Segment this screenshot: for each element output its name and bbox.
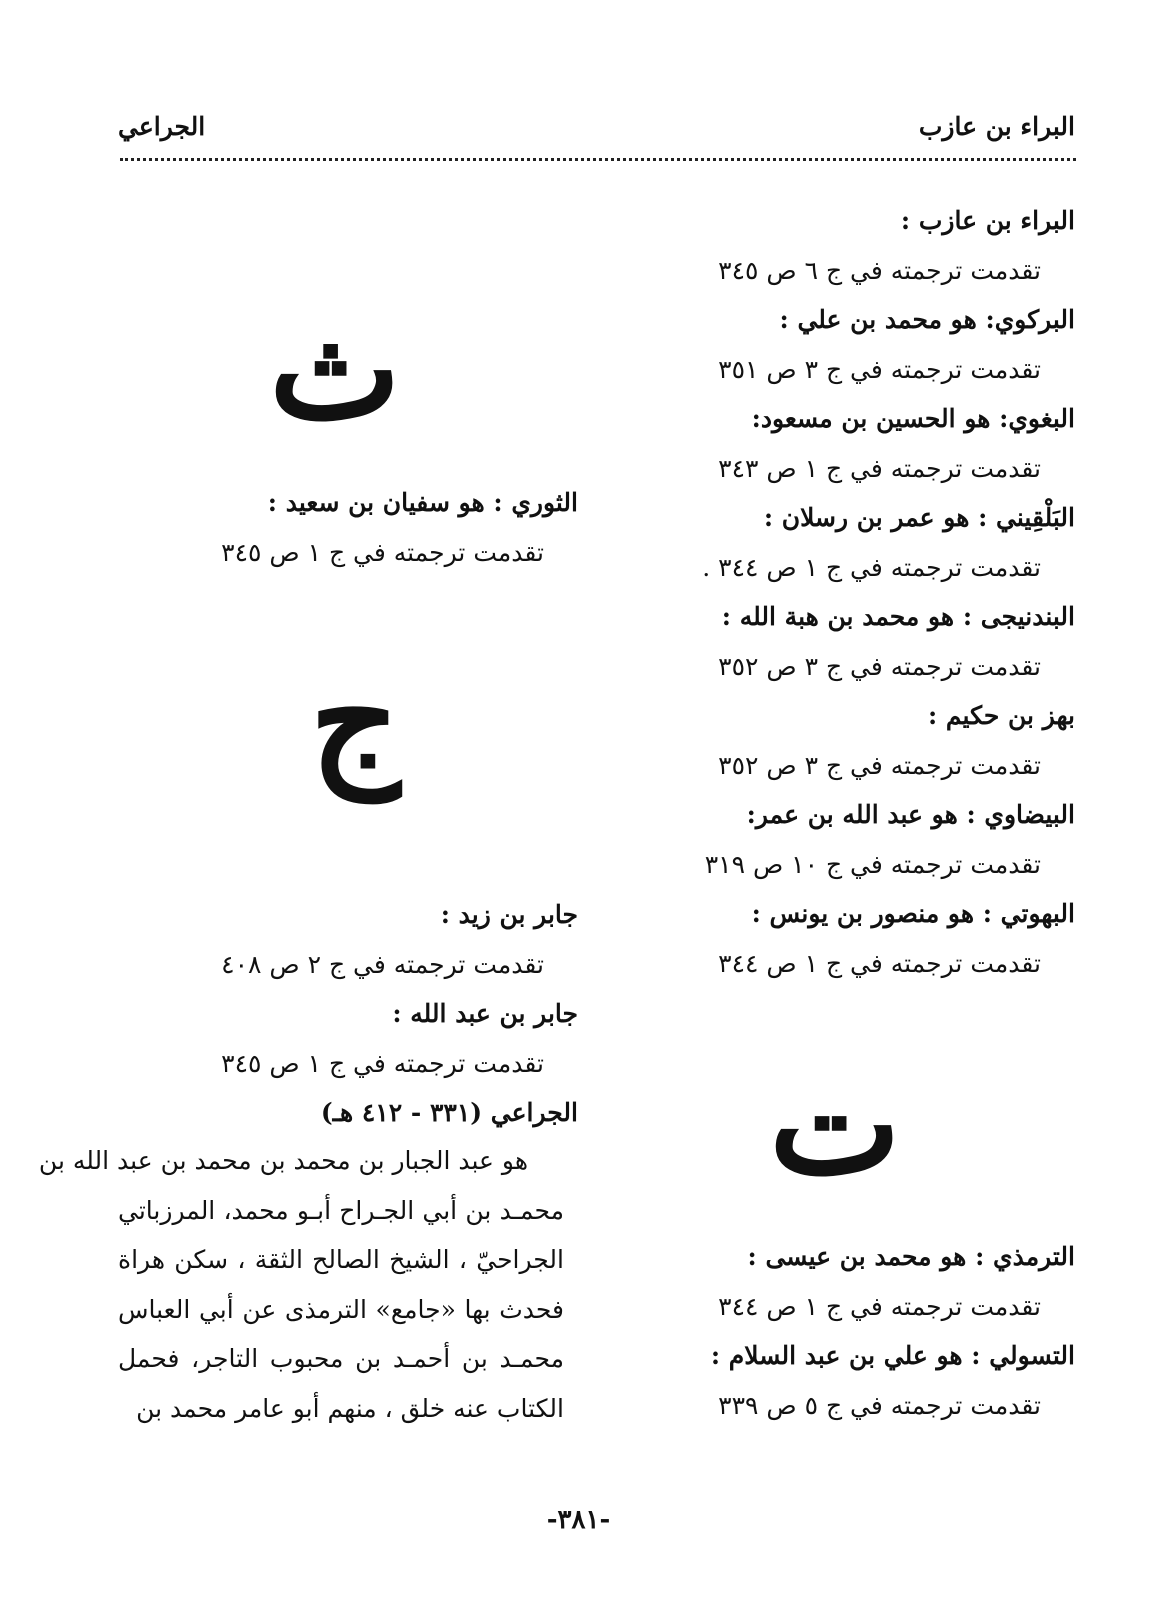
paragraph-line: محمـد بن أحمـد بن محبوب التاجر، فحمل (118, 1344, 564, 1373)
section-letter-jim: ج (309, 638, 401, 802)
entry-ref: تقدمت ترجمته في ج ١ ص ٣٤٤ (718, 1291, 1041, 1321)
page-number: -٣٨١- (546, 1505, 611, 1535)
header-title-left: الجراعي (118, 112, 206, 141)
right-column-ta-section (675, 1232, 1075, 1430)
entry-ref: تقدمت ترجمته في ج ٢ ص ٤٠٨ (221, 949, 544, 979)
entry-ref: تقدمت ترجمته في ج ٣ ص ٣٥٢ (718, 651, 1041, 681)
entry-ref: تقدمت ترجمته في ج ١ ص ٣٤٥ (221, 537, 544, 567)
entry-name: الثوري : هو سفيان بن سعيد : (267, 488, 578, 517)
paragraph-line: الجراحيّ ، الشيخ الصالح الثقة ، سكن هراة (118, 1245, 564, 1274)
entry-name: البندنيجى : هو محمد بن هبة الله : (721, 602, 1075, 631)
entry-ref: تقدمت ترجمته في ج ١٠ ص ٣١٩ (704, 849, 1041, 879)
entry-name: البيضاوي : هو عبد الله بن عمر: (746, 800, 1075, 829)
header-dotted-rule (120, 158, 1076, 161)
section-letter-ta: ت (769, 1043, 901, 1207)
entry-name: التسولي : هو علي بن عبد السلام : (710, 1341, 1075, 1370)
biography-paragraph (38, 1136, 564, 1433)
entry-ref: تقدمت ترجمته في ج ١ ص ٣٤٤ (718, 948, 1041, 978)
paragraph-line: فحدث بها «جامع» الترمذى عن أبي العباس (118, 1294, 564, 1324)
bio-heading: الجراعي (٣٣١ - ٤١٢ هـ) (320, 1098, 578, 1127)
right-column (675, 196, 1075, 988)
entry-name: البركوي: هو محمد بن علي : (779, 305, 1075, 334)
entry-ref: تقدمت ترجمته في ج ١ ص ٣٤٤ . (702, 552, 1041, 582)
header-title-right: البراء بن عازب (918, 112, 1075, 141)
entry-name: جابر بن زيد : (440, 900, 578, 929)
entry-name: الترمذي : هو محمد بن عيسى : (747, 1242, 1075, 1271)
paragraph-line: هو عبد الجبار بن محمد بن محمد بن عبد الله بن (38, 1146, 528, 1175)
entry-name: جابر بن عبد الله : (392, 999, 578, 1028)
entry-ref: تقدمت ترجمته في ج ٥ ص ٣٣٩ (718, 1390, 1041, 1420)
entry-ref: تقدمت ترجمته في ج ٦ ص ٣٤٥ (718, 255, 1041, 285)
running-header (0, 112, 1157, 152)
entry-ref: تقدمت ترجمته في ج ١ ص ٣٤٥ (221, 1048, 544, 1078)
entry-name: البهوتي : هو منصور بن يونس : (751, 899, 1075, 928)
entry-name: بهز بن حكيم : (927, 701, 1075, 730)
paragraph-line: محمـد بن أبي الجـراح أبـو محمد، المرزباتي (118, 1195, 564, 1225)
entry-ref: تقدمت ترجمته في ج ١ ص ٣٤٣ (718, 453, 1041, 483)
entry-ref: تقدمت ترجمته في ج ٣ ص ٣٥١ (718, 354, 1041, 384)
paragraph-line: الكتاب عنه خلق ، منهم أبو عامر محمد بن (136, 1393, 564, 1423)
left-column-jim-section (118, 890, 578, 1138)
entry-name: البراء بن عازب : (900, 206, 1075, 235)
left-column-tha-section (118, 478, 578, 577)
entry-ref: تقدمت ترجمته في ج ٣ ص ٣٥٢ (718, 750, 1041, 780)
entry-name: البَلْقِيني : هو عمر بن رسلان : (763, 503, 1075, 532)
entry-name: البغوي: هو الحسين بن مسعود: (751, 404, 1075, 433)
section-letter-tha: ث (269, 288, 401, 452)
